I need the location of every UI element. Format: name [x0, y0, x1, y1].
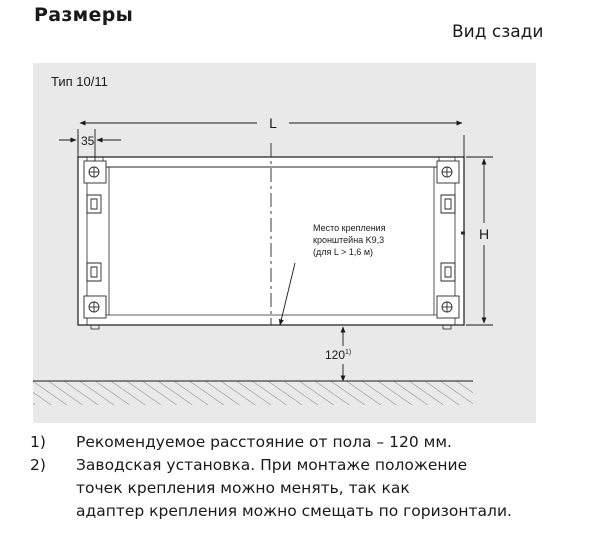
- offset-dimension-label: 35: [81, 134, 95, 148]
- footnote-text: Заводская установка. При монтаже положение точек крепления можно менять, так как адаптер крепления можно смещать по горизонтали.: [76, 456, 512, 520]
- svg-text:Место крепления: Место крепления: [313, 223, 386, 233]
- footnote-number: 1): [30, 433, 46, 451]
- footnote-1: [30, 431, 595, 454]
- type-label: Тип 10/11: [51, 74, 108, 89]
- section-title: Размеры: [34, 4, 134, 26]
- footnotes: [30, 431, 595, 523]
- floor-dimension-label: 120$^{1)}$: [325, 348, 352, 362]
- view-label: Вид сзади: [452, 22, 544, 42]
- height-dimension-label: H: [478, 226, 490, 242]
- radiator-rear-view: [33, 63, 536, 423]
- footnote-2: [30, 454, 595, 523]
- svg-text:кронштейна K9,3: кронштейна K9,3: [313, 235, 385, 245]
- svg-text:(для L > 1,6 м): (для L > 1,6 м): [313, 247, 373, 257]
- footnote-text: Рекомендуемое расстояние от пола – 120 мм.: [76, 433, 452, 451]
- dimension-drawing: [33, 63, 536, 423]
- floor: [33, 381, 473, 405]
- width-dimension-label: L: [269, 115, 277, 131]
- footnote-number: 2): [30, 456, 46, 474]
